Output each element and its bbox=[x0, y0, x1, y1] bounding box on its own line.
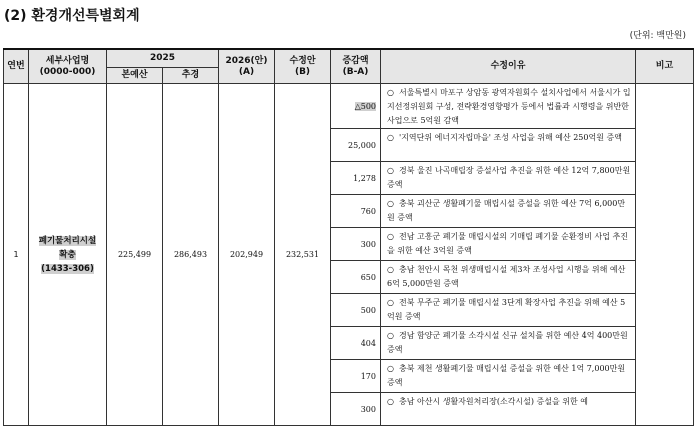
table-body bbox=[4, 84, 694, 426]
project-name-line1: 폐기물처리시설 bbox=[38, 235, 97, 246]
change-amount-value: 760 bbox=[360, 206, 376, 216]
bullet-icon: ○ bbox=[387, 265, 394, 274]
change-reason bbox=[381, 360, 636, 393]
row-no: 1 bbox=[4, 84, 29, 426]
project-name-line2: 확충 bbox=[59, 249, 76, 260]
change-amount bbox=[331, 195, 381, 228]
change-reason-text: '지역단위 에너지자립마을' 조성 사업을 위해 예산 250억원 증액 bbox=[399, 133, 622, 142]
header-2026-line1: 2026(안) bbox=[225, 55, 268, 66]
change-amount bbox=[331, 360, 381, 393]
change-amount bbox=[331, 294, 381, 327]
change-reason bbox=[381, 294, 636, 327]
change-reason-text: 서울특별시 마포구 상암동 광역자원회수 설치사업에서 서울시가 입지선정위원회 구성, 전략환경영향평가 등에서 법률과 시행령을 위반한 사업으로 5억원 감액 bbox=[387, 88, 631, 125]
project-name bbox=[29, 84, 107, 426]
change-amount-value: 25,000 bbox=[348, 140, 376, 150]
change-reason-text: 경북 울진 나곡매립장 증설사업 추진을 위한 예산 12억 7,800만원 증액 bbox=[387, 166, 631, 189]
change-reason-text: 전남 고흥군 폐기물 매립시설의 기매립 폐기물 순환정비 사업 추진을 위한 예산 3억원 증액 bbox=[387, 232, 628, 255]
change-reason-text: 전북 무주군 폐기물 매립시설 3단계 확장사업 추진을 위해 예산 5억원 증액 bbox=[387, 298, 626, 321]
bullet-icon: ○ bbox=[387, 397, 394, 406]
revised-budget: 232,531 bbox=[275, 84, 331, 426]
change-amount-value: 170 bbox=[360, 371, 376, 381]
change-reason bbox=[381, 228, 636, 261]
change-amount-value: 500 bbox=[360, 305, 376, 315]
header-row-1 bbox=[4, 49, 694, 68]
change-reason bbox=[381, 129, 636, 162]
change-amount bbox=[331, 129, 381, 162]
change-amount bbox=[331, 261, 381, 294]
change-amount-value: 650 bbox=[360, 272, 376, 282]
header-note: 비고 bbox=[636, 49, 694, 84]
change-reason-text: 충남 아산시 생활자원처리장(소각시설) 증설을 위한 예 bbox=[399, 397, 588, 406]
change-amount bbox=[331, 393, 381, 426]
change-reason-text: 충북 제천 생활폐기물 매립시설 증설을 위한 예산 1억 7,000만원 증액 bbox=[387, 364, 626, 387]
change-reason-text: 충북 괴산군 생활폐기물 매립시설 증설을 위한 예산 7억 6,000만원 증액 bbox=[387, 199, 626, 222]
note-cell bbox=[636, 84, 694, 426]
header-diff bbox=[331, 49, 381, 84]
change-reason bbox=[381, 393, 636, 426]
header-project-line1: 세부사업명 bbox=[45, 55, 90, 66]
header-supplementary: 추경 bbox=[163, 68, 219, 84]
change-amount bbox=[331, 84, 381, 129]
table-row bbox=[4, 84, 694, 129]
header-no: 연번 bbox=[4, 49, 29, 84]
change-amount bbox=[331, 162, 381, 195]
header-revised bbox=[275, 49, 331, 84]
change-amount-value: △500 bbox=[354, 101, 376, 111]
header-diff-line2: (B-A) bbox=[342, 66, 369, 77]
unit-label: (단위: 백만원) bbox=[629, 31, 686, 41]
bullet-icon: ○ bbox=[387, 298, 394, 307]
bullet-icon: ○ bbox=[387, 331, 394, 340]
change-reason bbox=[381, 162, 636, 195]
bullet-icon: ○ bbox=[387, 364, 394, 373]
budget-table bbox=[3, 48, 694, 426]
change-amount-value: 404 bbox=[360, 338, 376, 348]
change-amount bbox=[331, 228, 381, 261]
bullet-icon: ○ bbox=[387, 199, 394, 208]
original-budget: 225,499 bbox=[107, 84, 163, 426]
header-2025: 2025 bbox=[107, 49, 219, 68]
project-code: (1433-306) bbox=[41, 263, 94, 274]
header-2026 bbox=[219, 49, 275, 84]
header-original: 본예산 bbox=[107, 68, 163, 84]
change-reason bbox=[381, 84, 636, 129]
bullet-icon: ○ bbox=[387, 166, 394, 175]
budget-2026: 202,949 bbox=[219, 84, 275, 426]
header-reason: 수정이유 bbox=[381, 49, 636, 84]
change-amount-value: 300 bbox=[360, 404, 376, 414]
header-revised-line1: 수정안 bbox=[289, 55, 316, 66]
bullet-icon: ○ bbox=[387, 88, 394, 97]
bullet-icon: ○ bbox=[387, 133, 394, 142]
change-amount-value: 1,278 bbox=[353, 173, 376, 183]
change-reason bbox=[381, 195, 636, 228]
bullet-icon: ○ bbox=[387, 232, 394, 241]
supplementary-budget: 286,493 bbox=[163, 84, 219, 426]
change-reason bbox=[381, 327, 636, 360]
change-amount bbox=[331, 327, 381, 360]
header-2026-line2: (A) bbox=[238, 66, 255, 77]
section-title: (2) 환경개선특별회계 bbox=[4, 8, 140, 24]
header-project-line2: (0000-000) bbox=[39, 66, 96, 77]
change-reason bbox=[381, 261, 636, 294]
change-amount-value: 300 bbox=[360, 239, 376, 249]
change-reason-text: 경남 함양군 폐기물 소각시설 신규 설치를 위한 예산 4억 400만원 증액 bbox=[387, 331, 628, 354]
header-revised-line2: (B) bbox=[294, 66, 311, 77]
header-diff-line1: 증감액 bbox=[342, 55, 369, 66]
change-reason-text: 충남 천안시 목천 위생매립시설 제3차 조성사업 시행을 위해 예산 6억 5,000만원 증액 bbox=[387, 265, 626, 288]
header-project bbox=[29, 49, 107, 84]
